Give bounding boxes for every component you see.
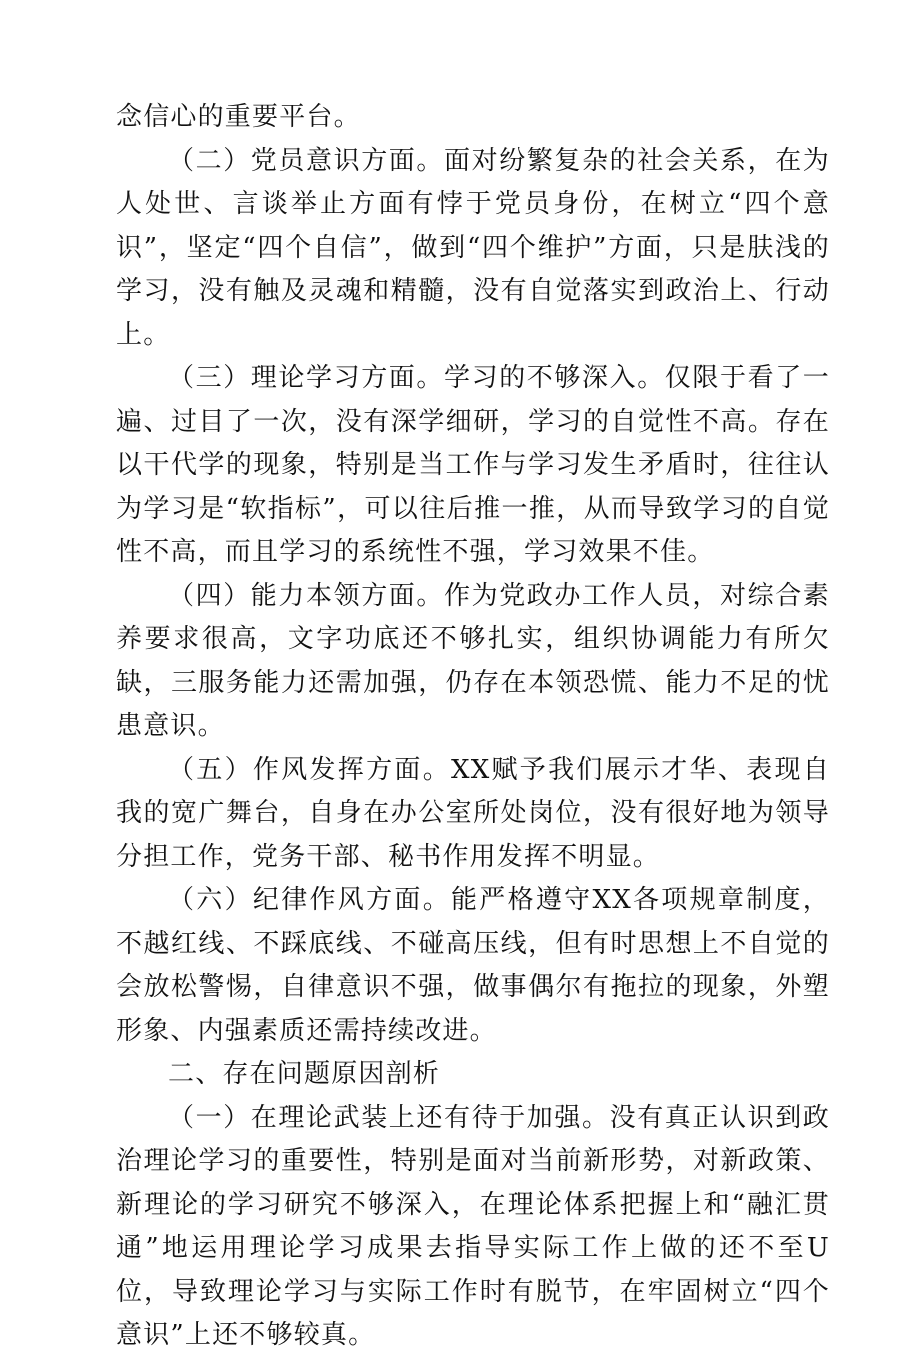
document-body [116,96,830,1358]
paragraph-theory-armament: （一）在理论武装上还有待于加强。没有真正认识到政治理论学习的重要性，特别是面对当前新形势，对新政策、新理论的学习研究不够深入，在理论体系把握上和“融汇贯通”地运用理论学习成果去指导实际工作上做的还不至U位，导致理论学习与实际工作时有脱节，在牢固树立“四个意识”上还不够较真。 [116,1102,830,1350]
paragraph-continuation: 念信心的重要平台。 [116,102,361,132]
paragraph-ability: （四）能力本领方面。作为党政办工作人员，对综合素养要求很高，文字功底还不够扎实，组织协调能力有所欠缺，三服务能力还需加强，仍存在本领恐慌、能力不足的忧患意识。 [116,580,830,741]
section-heading-cause-analysis: 二、存在问题原因剖析 [168,1059,441,1089]
paragraph-work-style: （五）作风发挥方面。XX赋予我们展示才华、表现自我的宽广舞台，自身在办公室所处岗位，没有很好地为领导分担工作，党务干部、秘书作用发挥不明显。 [116,754,830,872]
paragraph-party-awareness: （二）党员意识方面。面对纷繁复杂的社会关系，在为人处世、言谈举止方面有悖于党员身份，在树立“四个意识”，坚定“四个自信”，做到“四个维护”方面，只是肤浅的学习，没有触及灵魂和精髓，没有自觉落实到政治上、行动上。 [116,145,830,350]
paragraph-theory-study: （三）理论学习方面。学习的不够深入。仅限于看了一遍、过目了一次，没有深学细研，学习的自觉性不高。存在以干代学的现象，特别是当工作与学习发生矛盾时，往往认为学习是“软指标”，可以往后推一推，从而导致学习的自觉性不高，而且学习的系统性不强，学习效果不佳。 [116,363,830,567]
paragraph-discipline: （六）纪律作风方面。能严格遵守XX各项规章制度，不越红线、不踩底线、不碰高压线，但有时思想上不自觉的会放松警惕，自律意识不强，做事偶尔有拖拉的现象，外塑形象、内强素质还需持续改进。 [116,885,830,1046]
